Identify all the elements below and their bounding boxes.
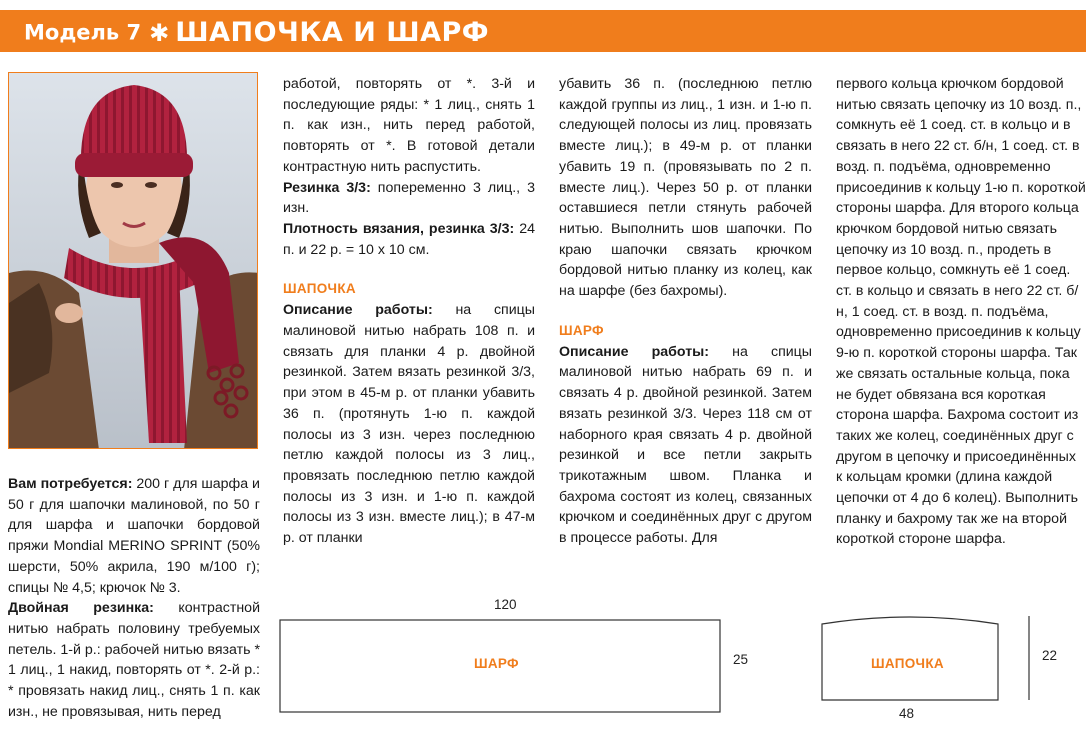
scarf-heading: ШАРФ <box>559 322 604 338</box>
scarf-work-text: на спицы малиновой нитью набрать 69 п. и связать 4 р. двойной резинкой. Затем вязать резинкой 3/3. Через 118 см от наборного края связать 4 р. двойной резинкой и все петли закрыть трикотажным швом. Планка и бахрома состоят из колец, связанных крючком и соединённых друг с другом в процессе работы. Для <box>559 343 813 547</box>
density-label: Плотность вязания, резинка 3/3: <box>283 220 515 237</box>
title-text: ШАПОЧКА И ШАРФ <box>175 17 490 48</box>
model-label: Модель 7 <box>24 20 142 45</box>
double-rib-label: Двойная резинка: <box>8 600 154 617</box>
scarf-width-label: 25 <box>733 652 749 667</box>
density-text: 24 п. и 22 р. = 10 х 10 см. <box>283 220 535 258</box>
hat-continued: убавить 36 п. (последнюю петлю каждой группы из лиц., 1 изн. и 1-ю п. следующей полосы из лиц. провязать вместе лиц.); в 49-м р. от планки убавить 19 п. (провязывать по 2 п. вместе лиц.). Через 50 р. от планки оставшиеся петли стянуть рабочей нитью. Выполнить шов шапочки. По краю шапочки связать крючком бордовой нитью планку из колец, как на шарфе (без бахромы). <box>559 76 812 300</box>
scarf-length-label: 120 <box>494 597 517 612</box>
scarf-diagram-label: ШАРФ <box>474 656 519 671</box>
hat-work-text: на спицы малиновой нитью набрать 108 п. и связать для планки 4 р. двойной резинкой. Затем вязать резинкой 3/3, при этом в 45-м р. от планки убавить 36 п. (протянуть 1-ю п. каждой полосы из 3 изн. через последнюю петлю каждой полосы из 3 лиц., провязать последнюю петлю каждой полосы из 3 изн. и 1-ю п. каждой полосы из 3 изн. вместе лиц.); в 47-м р. от планки <box>283 302 535 547</box>
rib33-text: попеременно 3 лиц., 3 изн. <box>283 179 535 217</box>
double-rib-text: контрастной нитью набрать половину требуемых петель. 1-й р.: рабочей нитью вязать * 1 лиц., 1 накид, повторять от *. 2-й р.: * провязать накид лиц., снять 1 п. как изн., не провязывая, нить перед <box>8 600 260 720</box>
scarf-continued: первого кольца крючком бордовой нитью связать цепочку из 10 возд. п., сомкнуть её 1 соед. ст. в кольцо и в связать в него 22 ст. б/н, 1 соед. ст. в возд. п. подъёма, одновременно присоединив к кольцу 1-ю п. короткой стороны шарфа. Для второго кольца крючком бордовой нитью связать цепочку из 10 возд. п., продеть в первое кольцо, сомкнуть её 1 соед. ст. в кольцо и связать в него 22 ст. б/н, 1 соед. ст. в возд. п. подъёма, одновременно присоединив к кольцу 9-ю п. короткой стороны шарфа. Так же связать остальные кольца, пока не будет обвязана вся короткая сторона шарфа. Бахрома состоит из таких же колец, соединённых друг с другом в цепочку и присоединённых к кольцам кромки (длина каждой цепочки от 4 до 6 колец). Выполнить планку и бахрому так же на второй короткой стороне шарфа. <box>836 76 1086 548</box>
hat-width-label: 48 <box>899 706 915 721</box>
materials-text: 200 г для шарфа и 50 г для шапочки малиновой, по 50 г для шарфа и шапочки бордовой пряжи Mondial MERINO SPRINT (50% шерсти, 50% акрила, 190 м/100 г); спицы № 4,5; крючок № 3. <box>8 476 260 596</box>
materials-label: Вам потребуется: <box>8 476 133 492</box>
hat-heading: ШАПОЧКА <box>283 281 356 297</box>
rib33-label: Резинка 3/3: <box>283 179 371 196</box>
hat-diagram-label: ШАПОЧКА <box>871 656 944 671</box>
star-icon: ✱ <box>149 18 170 47</box>
hat-height-label: 22 <box>1042 648 1058 663</box>
scarf-work-label: Описание работы: <box>559 343 710 360</box>
double-rib-continued: работой, повторять от *. 3-й и последующие ряды: * 1 лиц., снять 1 п. как изн., нить перед работой, повторять от *. В готовой детали контрастную нить распустить. <box>283 76 535 175</box>
hat-work-label: Описание работы: <box>283 302 433 319</box>
